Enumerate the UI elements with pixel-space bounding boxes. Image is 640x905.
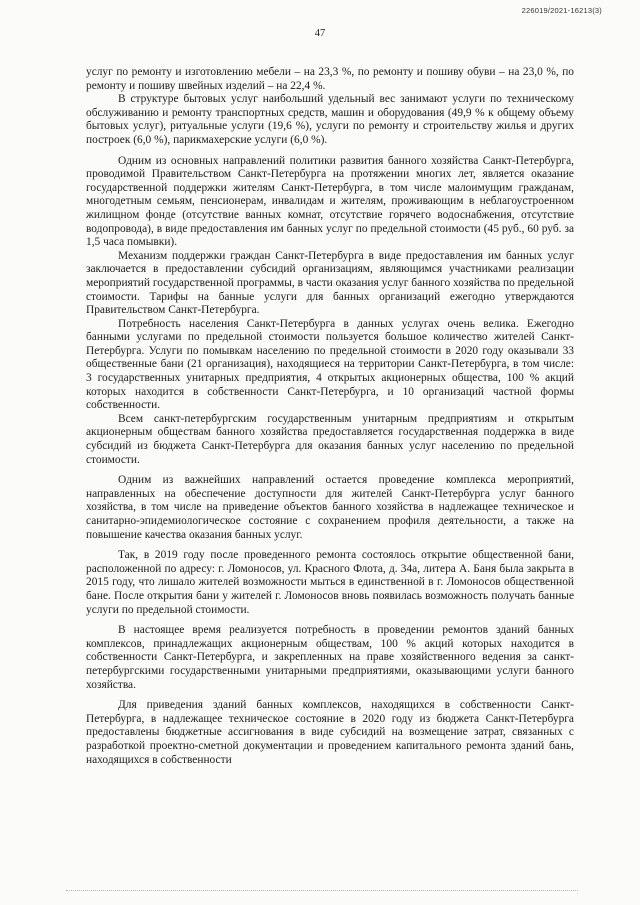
scan-edge-line — [66, 890, 578, 891]
paragraph-10: Для приведения зданий банных комплексов, находящихся в собственности Санкт-Петербурга, в надлежащее техническое состояние в 2020 году из бюджета Санкт-Петербурга предоставлены бюджетные ассигнования в виде субсидий на возмещение затрат, связанных с разработкой проектно-сметной документации и проведением капитального ремонта зданий бань, находящихся в собственности — [86, 699, 574, 766]
document-id: 226019/2021-16213(3) — [521, 6, 602, 15]
paragraph-9: В настоящее время реализуется потребность в проведении ремонтов зданий банных комплексов, принадлежащих акционерным обществам, 100 % акций которых находится в собственности Санкт-Петербурга, и закрепленных на праве хозяйственного ведения за санкт-петербургскими государственными унитарными предприятиями, оказывающими услуги банного хозяйства. — [86, 624, 574, 691]
paragraph-4: Механизм поддержки граждан Санкт-Петербурга в виде предоставления им банных услуг заключается в предоставлении субсидий организациям, являющимся участниками реализации мероприятий государственной программы, в части оказания услуг банного хозяйства по предельной стоимости. Тарифы на банные услуги для банных организаций ежегодно утверждаются Правительством Санкт-Петербурга. — [86, 249, 574, 317]
paragraph-7: Одним из важнейших направлений остается проведение комплекса мероприятий, направленных на обеспечение доступности для жителей Санкт-Петербурга услуг банного хозяйства, в том числе на приведение объектов банного хозяйства в надлежащее техническое и санитарно-эпидемиологическое состояние с сохранением профиля деятельности, а также на повышение качества оказания банных услуг. — [86, 474, 574, 541]
paragraph-8: Так, в 2019 году после проведенного ремонта состоялось открытие общественной бани, расположенной по адресу: г. Ломоносов, ул. Красного Флота, д. 34а, литера А. Баня была закрыта в 2015 году, что лишало жителей возможности мыться в единственной в г. Ломоносов общественной бане. После открытия бани у жителей г. Ломоносов вновь появилась возможность получать банные услуги по предельной стоимости. — [86, 549, 574, 616]
document-body — [86, 66, 574, 767]
paragraph-3: Одним из основных направлений политики развития банного хозяйства Санкт-Петербурга, проводимой Правительством Санкт-Петербурга на протяжении многих лет, является оказание государственной поддержки жителям Санкт-Петербурга, в том числе малоимущим гражданам, многодетным семьям, пенсионерам, инвалидам и жителям, проживающим в неблагоустроенном жилищном фонде (отсутствие ванных комнат, отсутствие горячего водоснабжения, отсутствие водопровода), в виде предоставления им банных услуг по предельной стоимости (45 руб., 60 руб. за 1,5 часа помывки). — [86, 154, 574, 249]
page-number: 47 — [314, 28, 326, 39]
paragraph-6: Всем санкт-петербургским государственным унитарным предприятиям и открытым акционерным обществам банного хозяйства предоставляется государственная поддержка в виде субсидий из бюджета Санкт-Петербурга для оказания банных услуг населению по предельной стоимости. — [86, 412, 574, 466]
paragraph-5: Потребность населения Санкт-Петербурга в данных услугах очень велика. Ежегодно банными услугами по предельной стоимости пользуется большое количество жителей Санкт-Петербурга. Услуги по помывкам населению по предельной стоимости в 2020 году оказывали 33 общественные бани (21 организация), находящиеся на территории Санкт-Петербурга, в том числе: 3 государственных унитарных предприятия, 4 открытых акционерных общества, 100 % акций которых находится в собственности Санкт-Петербурга, и 10 организаций частной формы собственности. — [86, 317, 574, 412]
paragraph-1: услуг по ремонту и изготовлению мебели – на 23,3 %, по ремонту и пошиву обуви – на 23,0 %, по ремонту и пошиву швейных изделий – на 22,4 %. — [86, 66, 574, 92]
paragraph-2: В структуре бытовых услуг наибольший удельный вес занимают услуги по техническому обслуживанию и ремонту транспортных средств, машин и оборудования (49,9 % к общему объему бытовых услуг), ритуальные услуги (19,6 %), услуги по ремонту и строительству жилья и других построек (6,0 %), парикмахерские услуги (6,0 %). — [86, 93, 574, 146]
